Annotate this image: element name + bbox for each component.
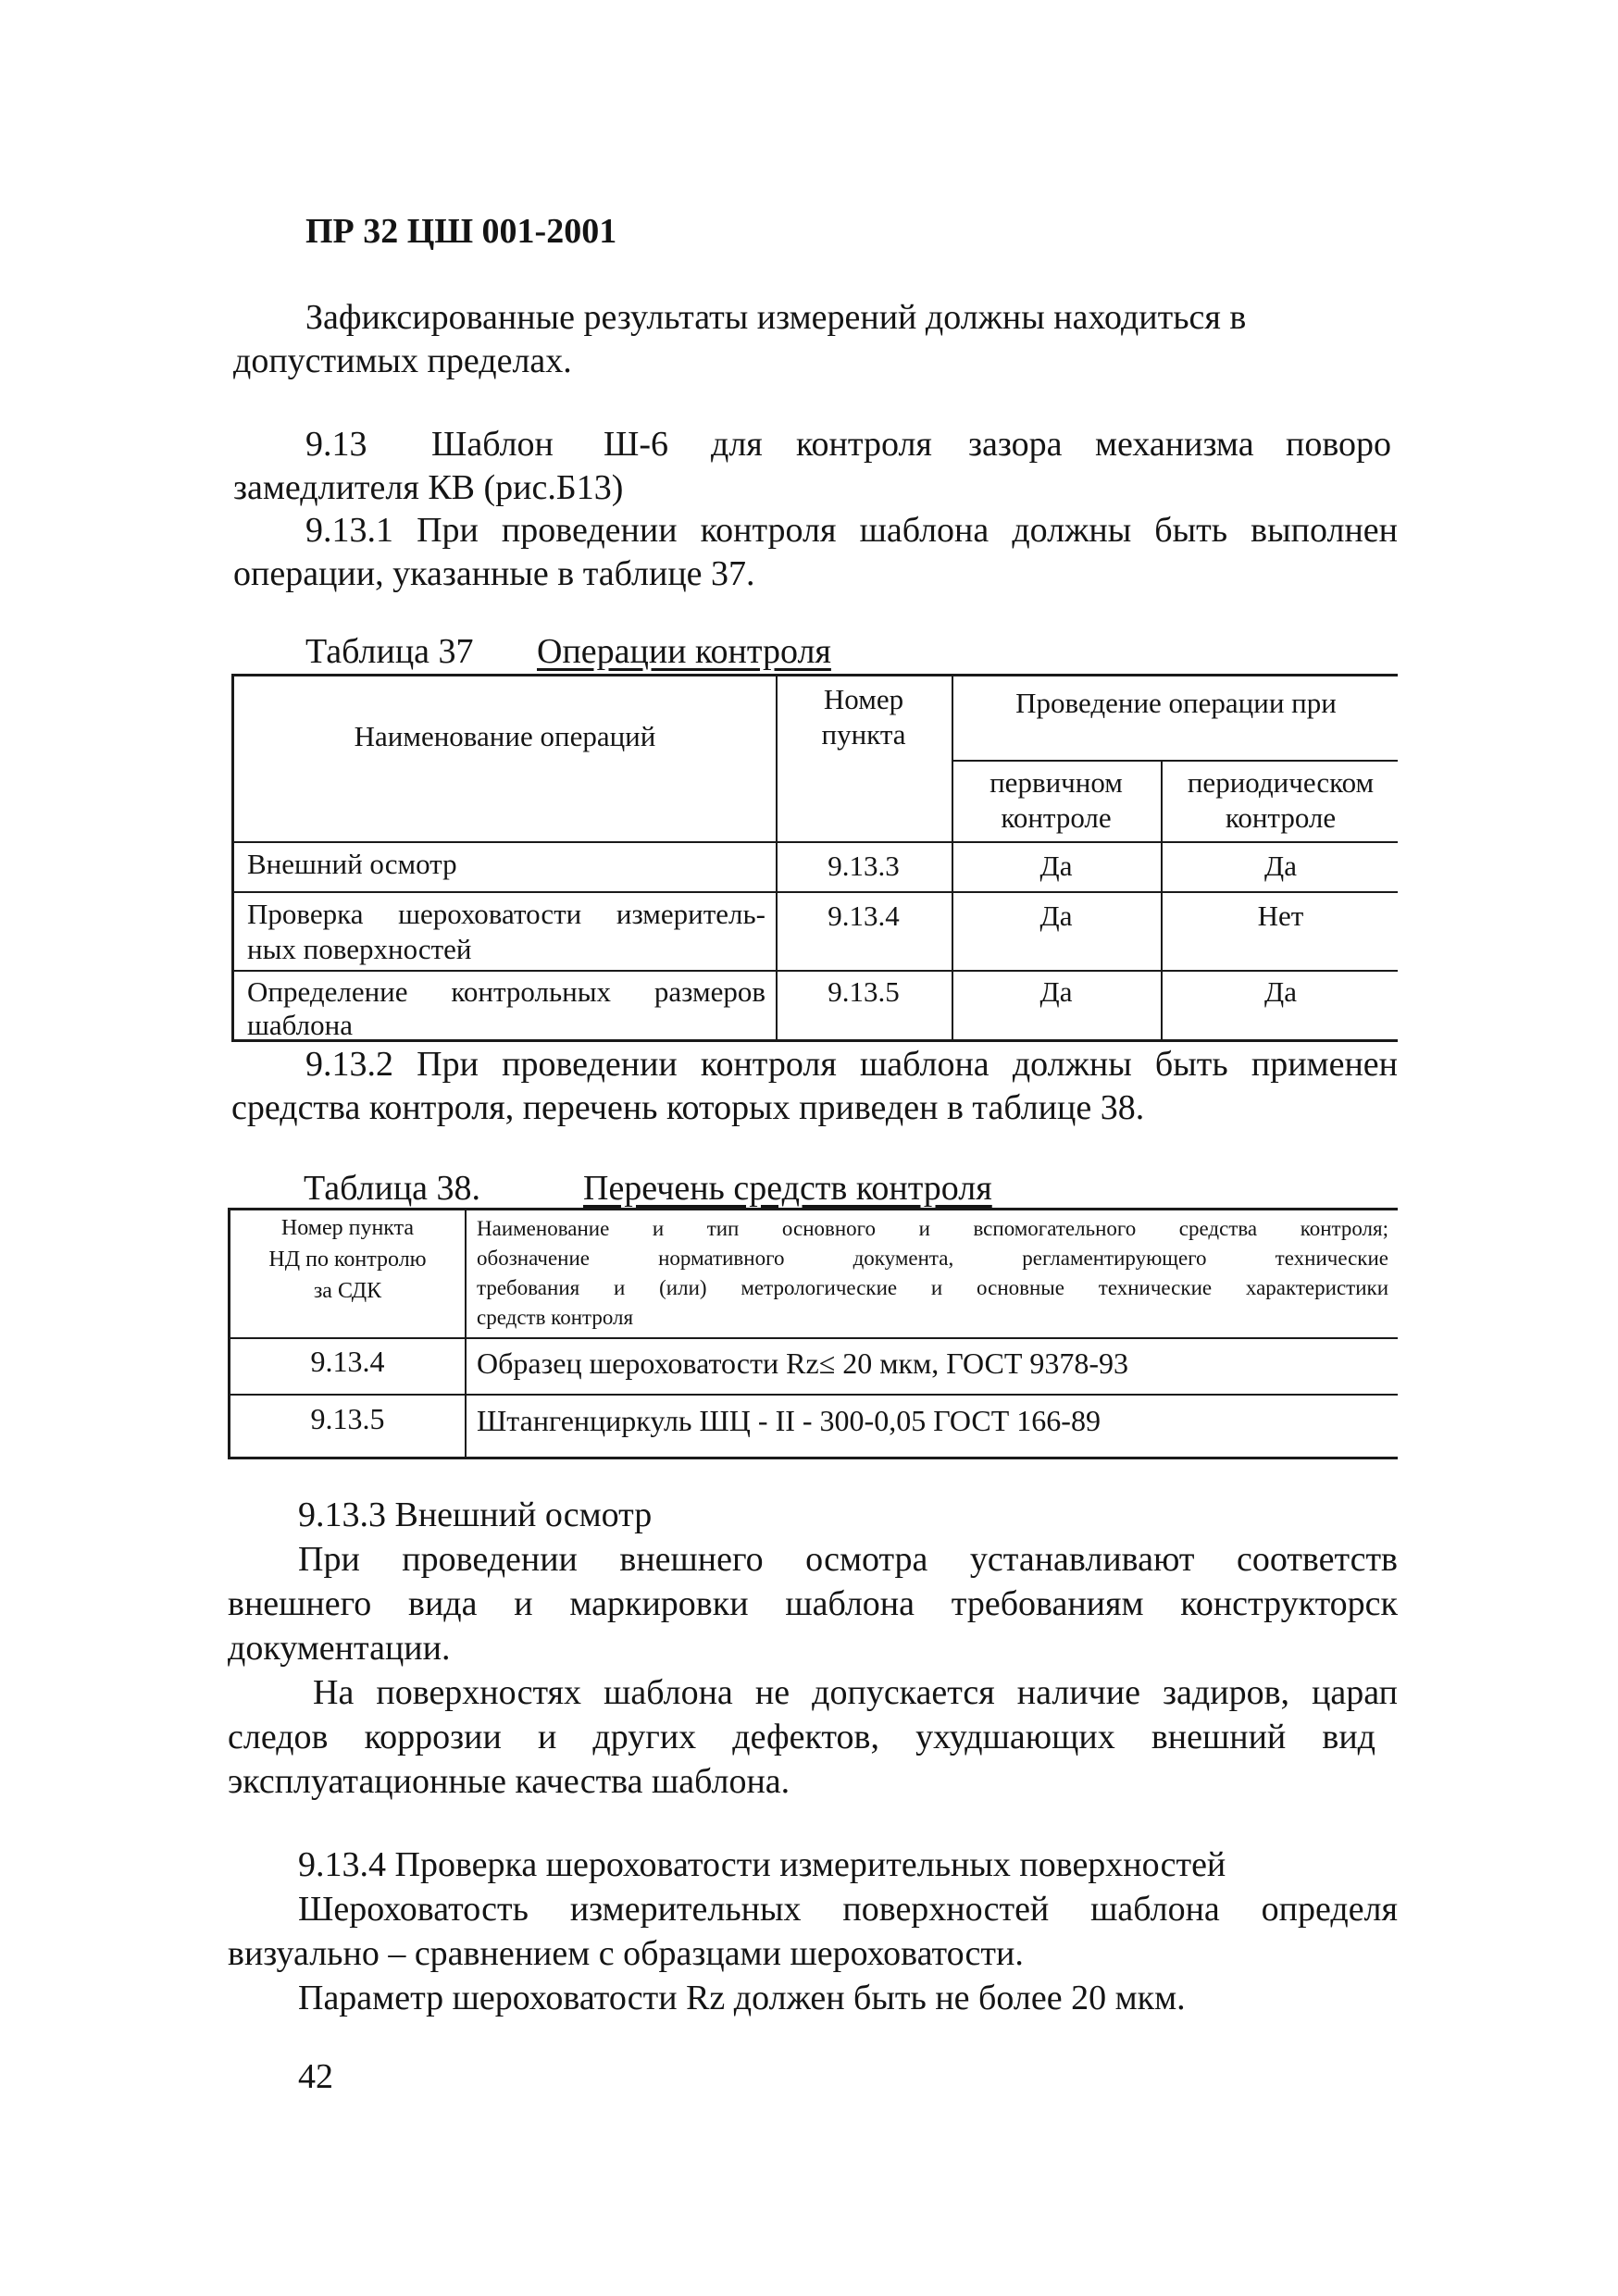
section-9-13-4-line-1: Шероховатость измерительных поверхностей шаблона определя [298, 1890, 1398, 1929]
row-2-name-line-2: ных поверхностей [247, 933, 472, 965]
section-9-13-3-line-3: документации. [228, 1629, 451, 1668]
row-divider [234, 970, 1398, 972]
header-nd-number-line-2: НД по контролю [268, 1247, 427, 1272]
row-3-primary: Да [1039, 975, 1073, 1008]
header-description-line-3: требования и (или) метрологические и основные технические характеристики [477, 1276, 1388, 1299]
word: Ш-6 [604, 425, 668, 464]
paragraph-9-13-1-line-2: операции, указанные в таблице 37. [233, 554, 755, 593]
row-1-primary: Да [1039, 850, 1073, 882]
paragraph-9-13-1-line-1: 9.13.1 При проведении контроля шаблона должны быть выполнен [305, 511, 1398, 550]
word: контроля [796, 425, 932, 464]
word: поворо [1286, 425, 1392, 464]
header-item-number-line-2: пункта [821, 718, 906, 751]
section-9-13-3-line-1: При проведении внешнего осмотра устанавливают соответств [298, 1540, 1398, 1579]
row-2-description: Штангенциркуль ШЦ - II - 300-0,05 ГОСТ 166-89 [477, 1404, 1101, 1437]
section-9-13-line-2: замедлителя КВ (рис.Б13) [233, 468, 624, 507]
paragraph-9-13-2-line-1: 9.13.2 При проведении контроля шаблона должны быть применен [305, 1045, 1398, 1084]
word: зазора [968, 425, 1063, 464]
paragraph-9-13-2-line-2: средства контроля, перечень которых приведен в таблице 38. [231, 1088, 1145, 1127]
row-3-number: 9.13.5 [828, 975, 900, 1008]
row-divider [230, 1337, 1398, 1339]
word: механизма [1095, 425, 1254, 464]
section-9-13-4-title: 9.13.4 Проверка шероховатости измерительных поверхностей [298, 1845, 1226, 1884]
section-9-13-3-line-2: внешнего вида и маркировки шаблона требованиям конструкторск [228, 1584, 1398, 1623]
intro-line-2: допустимых пределах. [233, 341, 572, 380]
word: Шаблон [431, 425, 554, 464]
header-description-line-2: обозначение нормативного документа, регламентирующего технические [477, 1247, 1388, 1270]
table-37 [231, 674, 1398, 1042]
row-1-description: Образец шероховатости Rz≤ 20 мкм, ГОСТ 9378-93 [477, 1347, 1129, 1380]
table-38-title: Перечень средств контроля [583, 1169, 992, 1208]
intro-line-1: Зафиксированные результаты измерений должны находиться в [305, 298, 1247, 337]
column-divider [465, 1210, 467, 1457]
row-1-periodic: Да [1264, 850, 1297, 882]
page-number: 42 [298, 2057, 333, 2096]
header-description-line-1: Наименование и тип основного и вспомогательного средства контроля; [477, 1217, 1388, 1240]
section-9-13-4-line-3: Параметр шероховатости Rz должен быть не более 20 мкм. [298, 1979, 1186, 2017]
header-conduct: Проведение операции при [1015, 687, 1337, 719]
header-primary-line-2: контроле [1001, 801, 1112, 834]
document-code: ПР 32 ЦШ 001-2001 [305, 212, 617, 251]
header-periodic-line-1: периодическом [1187, 766, 1375, 799]
row-2-periodic: Нет [1257, 900, 1304, 932]
row-1-number: 9.13.3 [828, 850, 900, 882]
section-9-13-3-line-6: эксплуатационные качества шаблона. [228, 1762, 790, 1801]
row-3-name-line-1: Определение контрольных размеров [247, 975, 765, 1008]
row-divider [234, 841, 1398, 843]
row-2-number: 9.13.5 [310, 1402, 385, 1435]
header-operation-name: Наименование операций [354, 720, 656, 752]
section-9-13-3-line-4: На поверхностях шаблона не допускается наличие задиров, царап [313, 1673, 1398, 1712]
header-periodic-line-2: контроле [1225, 801, 1337, 834]
row-1-name: Внешний осмотр [247, 848, 457, 880]
header-primary-line-1: первичном [989, 766, 1123, 799]
header-description-line-4: средств контроля [477, 1306, 634, 1329]
row-2-number: 9.13.4 [828, 900, 900, 932]
table-38 [228, 1208, 1398, 1459]
header-nd-number-line-1: Номер пункта [280, 1216, 415, 1240]
word: для [711, 425, 763, 464]
row-3-periodic: Да [1264, 975, 1297, 1008]
table-38-label: Таблица 38. [304, 1169, 481, 1208]
row-1-number: 9.13.4 [310, 1345, 385, 1378]
header-divider [952, 760, 1398, 762]
header-item-number-line-1: Номер [823, 683, 904, 715]
section-9-13-3-title: 9.13.3 Внешний осмотр [298, 1496, 653, 1534]
row-divider [230, 1394, 1398, 1396]
header-nd-number-line-3: за СДК [313, 1279, 382, 1303]
section-number: 9.13 [305, 425, 367, 464]
table-37-label: Таблица 37 [305, 632, 474, 671]
row-divider [234, 891, 1398, 893]
row-2-name-line-1: Проверка шероховатости измеритель- [247, 898, 765, 930]
section-9-13-3-line-5: следов коррозии и других дефектов, ухудшающих внешний вид [228, 1718, 1375, 1756]
section-9-13-4-line-2: визуально – сравнением с образцами шероховатости. [228, 1934, 1024, 1973]
table-37-title: Операции контроля [537, 632, 831, 671]
row-2-primary: Да [1039, 900, 1073, 932]
row-3-name-line-2: шаблона [247, 1009, 353, 1041]
